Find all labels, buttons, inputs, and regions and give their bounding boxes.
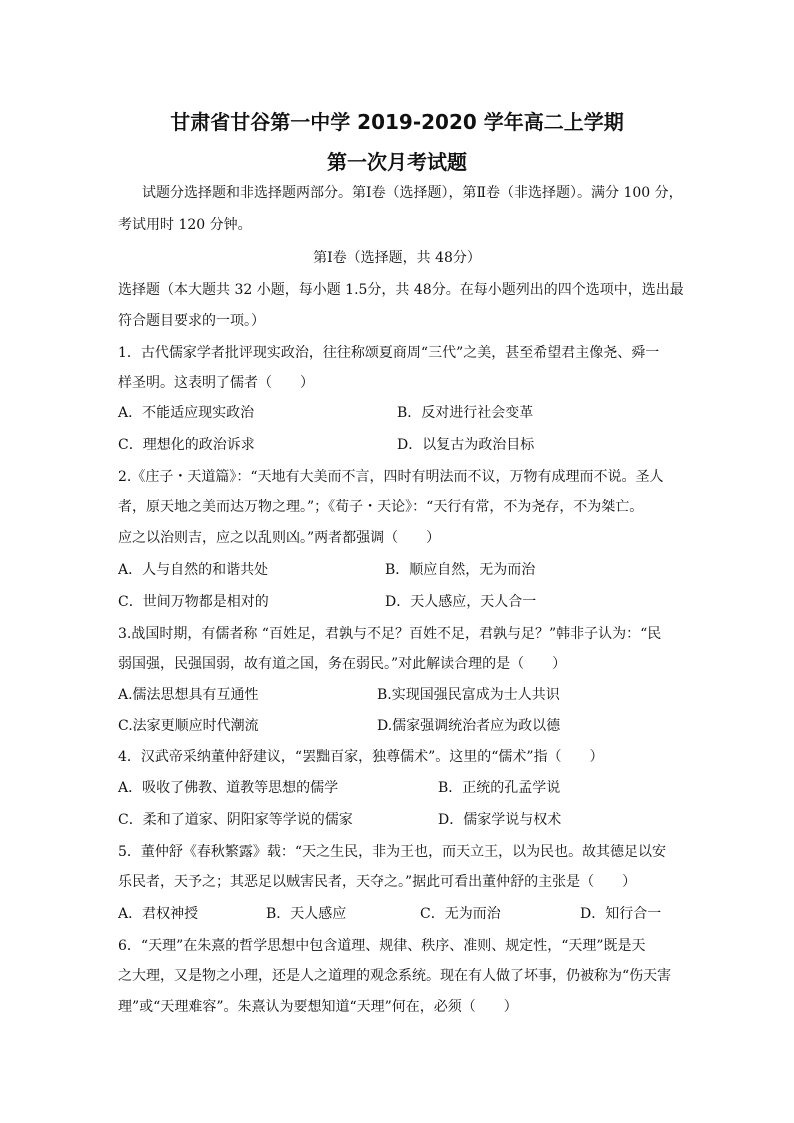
option-d: D．天人感应，天人合一 xyxy=(385,594,537,610)
option-c: C．柔和了道家、阴阳家等学说的儒家 xyxy=(118,812,353,828)
question-text: 4．汉武帝采纳董仲舒建议，“罢黜百家，独尊儒术”。这里的“儒术”指（ ） xyxy=(118,749,604,765)
question-text: 1．古代儒家学者批评现实政治，往往称颂夏商周“三代”之美，甚至希望君主像尧、舜一 xyxy=(118,345,660,361)
option-d: D．以复古为政治目标 xyxy=(397,437,535,453)
option-a: A．吸收了佛教、道教等思想的儒学 xyxy=(118,780,339,796)
section-instructions: 选择题（本大题共 32 小题，每小题 1.5分，共 48分。在每小题列出的四个选项中，选出最 xyxy=(118,282,684,298)
option-c: C.法家更顺应时代潮流 xyxy=(118,718,259,734)
question-text: 2.《庄子・天道篇》：“天地有大美而不言，四时有明法而不议，万物有成理而不说。圣人 xyxy=(118,469,664,485)
question-text: 弱国强，民强国弱，故有道之国，务在弱民。”对此解读合理的是（ ） xyxy=(118,656,567,672)
option-b: B．正统的孔孟学说 xyxy=(438,780,561,796)
option-b: B．反对进行社会变革 xyxy=(397,405,534,421)
option-d: D.儒家强调统治者应为政以德 xyxy=(377,718,561,734)
question-text: 3.战国时期，有儒者称 “百姓足，君孰与不足？百姓不足，君孰与足？”韩非子认为：“民 xyxy=(118,626,662,642)
option-c: C．无为而治 xyxy=(420,906,501,922)
option-a: A．君权神授 xyxy=(118,906,199,922)
exam-subtitle: 第一次月考试题 xyxy=(327,150,467,174)
question-text: 样圣明。这表明了儒者（ ） xyxy=(118,375,314,391)
section-heading: 第Ⅰ卷（选择题，共 48分） xyxy=(313,250,481,266)
option-b: B.实现国强民富成为士人共识 xyxy=(377,687,560,703)
question-text: 者，原天地之美而达万物之理。”；《荀子・天论》：“天行有常，不为尧存，不为桀亡。 xyxy=(118,499,644,515)
option-a: A．人与自然的和谐共处 xyxy=(118,562,269,578)
question-text: 5．董仲舒《春秋繁露》载：“天之生民，非为王也，而天立王，以为民也。故其德足以安 xyxy=(118,844,667,860)
option-b: B．顺应自然，无为而治 xyxy=(385,562,536,578)
intro-line: 试题分选择题和非选择题两部分。第Ⅰ卷（选择题），第Ⅱ卷（非选择题）。满分 100 分， xyxy=(142,185,683,201)
option-a: A．不能适应现实政治 xyxy=(118,405,255,421)
question-text: 应之以治则吉，应之以乱则凶。”两者都强调（ ） xyxy=(118,530,441,546)
option-b: B．天人感应 xyxy=(266,906,347,922)
question-text: 之大理，又是物之小理，还是人之道理的观念系统。现在有人做了坏事，仍被称为“伤天害 xyxy=(118,968,672,984)
intro-line: 考试用时 120 分钟。 xyxy=(118,217,252,233)
question-text: 乐民者，天予之；其恶足以贼害民者，天夺之。”据此可看出董仲舒的主张是（ ） xyxy=(118,874,637,890)
option-a: A.儒法思想具有互通性 xyxy=(118,687,259,703)
option-c: C．世间万物都是相对的 xyxy=(118,594,269,610)
option-d: D．知行合一 xyxy=(580,906,662,922)
question-text: 6．“天理”在朱熹的哲学思想中包含道理、规律、秩序、准则、规定性，“天理”既是天 xyxy=(118,938,646,954)
section-instructions: 符合题目要求的一项。） xyxy=(118,313,265,329)
option-d: D．儒家学说与权术 xyxy=(438,812,562,828)
exam-title: 甘肃省甘谷第一中学 2019-2020 学年高二上学期 xyxy=(170,110,624,134)
question-text: 理”或“天理难容”。朱熹认为要想知道“天理”何在，必须（ ） xyxy=(118,999,518,1015)
option-c: C．理想化的政治诉求 xyxy=(118,437,255,453)
